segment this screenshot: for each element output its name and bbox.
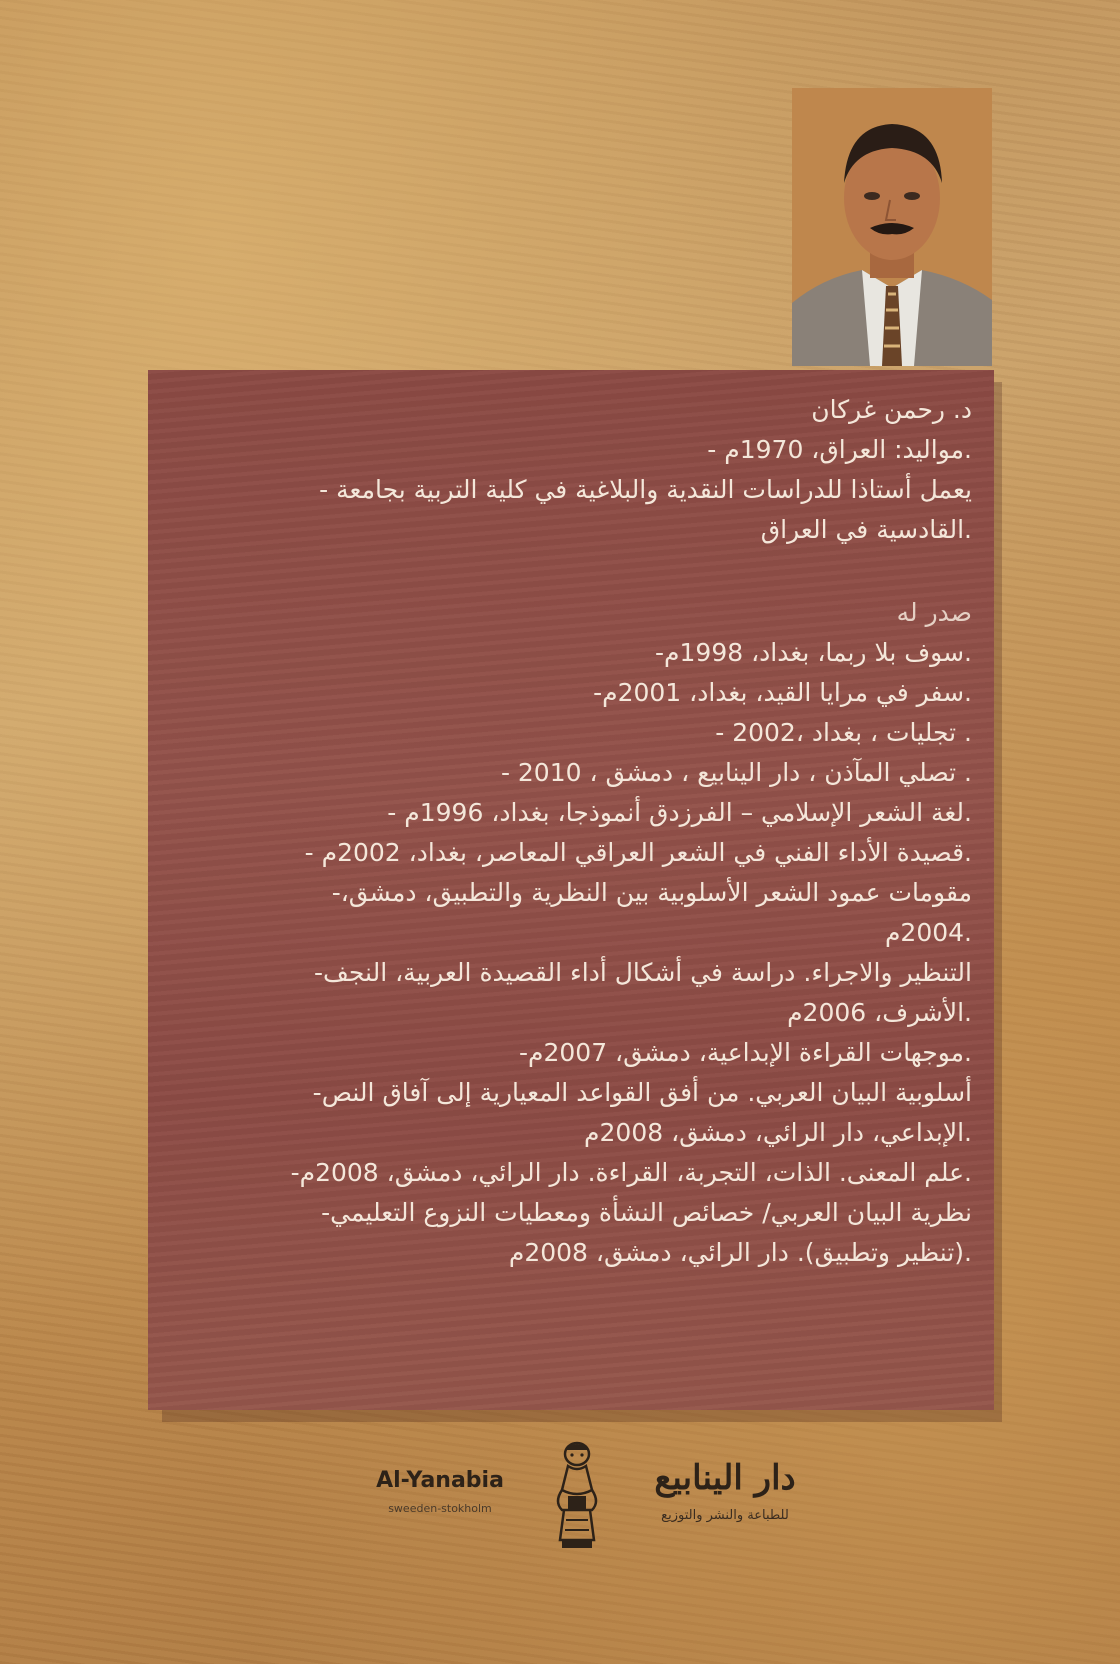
publication-item: .الإبداعي، دار الرائي، دمشق، 2008م bbox=[584, 1118, 972, 1147]
publisher-name-en: Al-Yanabia bbox=[376, 1468, 504, 1493]
publisher-logo bbox=[360, 1440, 796, 1560]
section-gap bbox=[168, 550, 972, 593]
publication-item: .سوف بلا ربما، بغداد، 1998م- bbox=[655, 638, 972, 667]
publication-item: .قصيدة الأداء الفني في الشعر العراقي المعاصر، بغداد، 2002م - bbox=[304, 838, 972, 867]
publications-heading: صدر له bbox=[896, 598, 972, 627]
author-name: د. رحمن غركان bbox=[811, 395, 972, 424]
author-photo bbox=[792, 88, 992, 366]
publisher-name-ar: دار الينابيع bbox=[654, 1458, 796, 1498]
publisher-subtitle-en: sweeden-stokholm bbox=[388, 1502, 492, 1515]
publication-item: مقومات عمود الشعر الأسلوبية بين النظرية والتطبيق، دمشق،- bbox=[331, 878, 972, 907]
publication-item: أسلوبية البيان العربي. من أفق القواعد المعيارية إلى آفاق النص- bbox=[312, 1078, 972, 1107]
publication-item: نظرية البيان العربي/ خصائص النشأة ومعطيات النزوع التعليمي- bbox=[321, 1198, 972, 1227]
publication-item: .موجهات القراءة الإبداعية، دمشق، 2007م- bbox=[518, 1038, 972, 1067]
author-position-line-1: يعمل أستاذا للدراسات النقدية والبلاغية في كلية التربية بجامعة - bbox=[319, 475, 972, 504]
publication-item: .علم المعنى. الذات، التجربة، القراءة. دار الرائي، دمشق، 2008م- bbox=[290, 1158, 972, 1187]
author-birth: .مواليد: العراق، 1970م - bbox=[707, 435, 972, 464]
publisher-subtitle-ar: للطباعة والنشر والتوزيع bbox=[661, 1508, 789, 1523]
author-position-line-2: .القادسية في العراق bbox=[760, 515, 972, 544]
publication-item: التنظير والاجراء. دراسة في أشكال أداء القصيدة العربية، النجف- bbox=[314, 958, 972, 987]
publication-item: .الأشرف، 2006م bbox=[787, 998, 972, 1027]
publication-item: .(تنظير وتطبيق). دار الرائي، دمشق، 2008م bbox=[508, 1238, 972, 1267]
publication-item: . تصلي المآذن ، دار الينابيع ، دمشق ، 2010 - bbox=[500, 758, 972, 787]
publication-item: .2004م bbox=[884, 918, 972, 947]
publication-item: .لغة الشعر الإسلامي – الفرزدق أنموذجا، بغداد، 1996م - bbox=[387, 798, 972, 827]
publication-item: .سفر في مرايا القيد، بغداد، 2001م- bbox=[593, 678, 972, 707]
author-bio-panel bbox=[148, 370, 994, 1410]
figurine-icon bbox=[550, 1440, 604, 1552]
publication-item: . تجليات ، بغداد ،2002 - bbox=[715, 718, 972, 747]
